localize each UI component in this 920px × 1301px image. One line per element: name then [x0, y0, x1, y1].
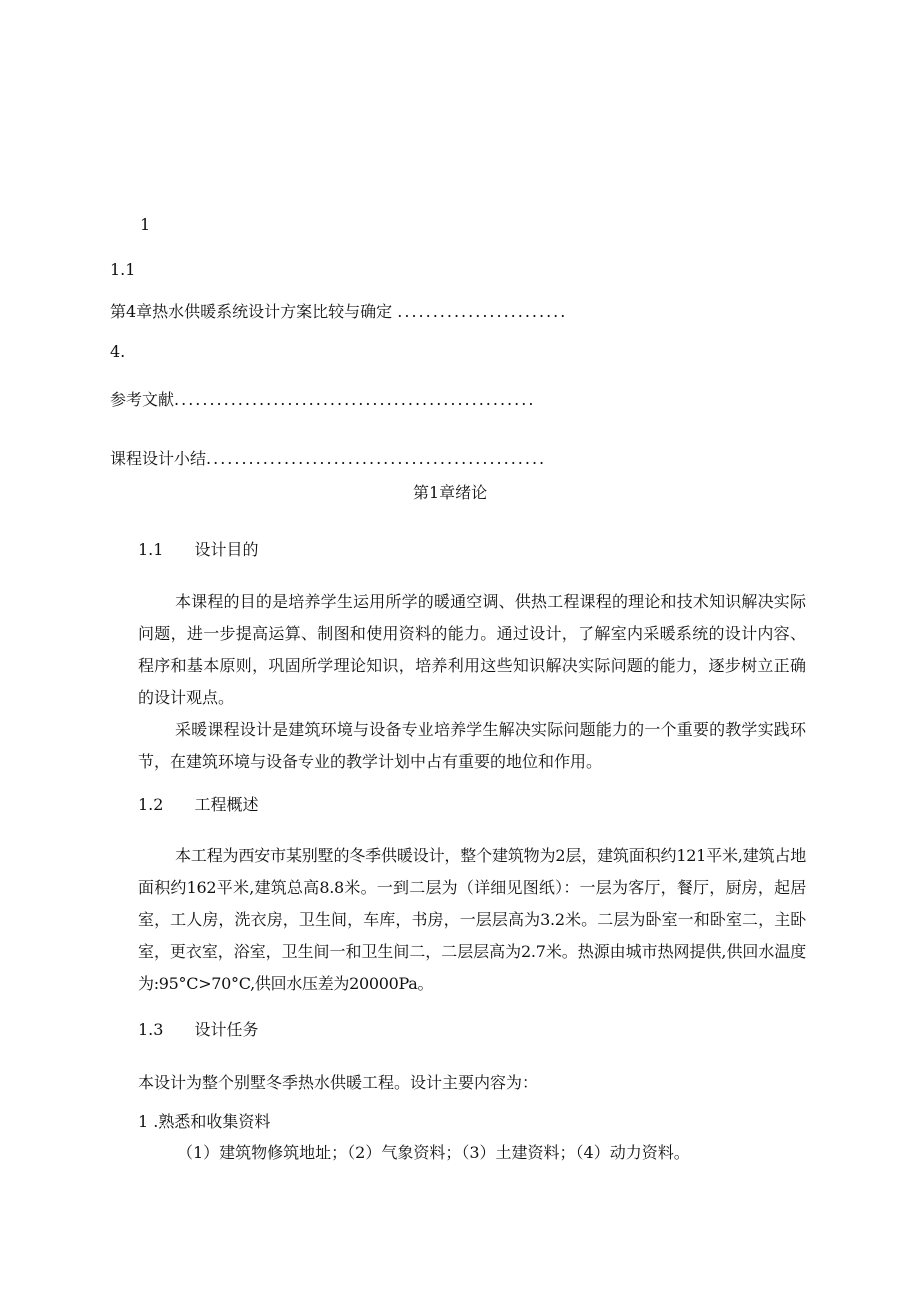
- section-number: 1.3: [138, 1020, 164, 1039]
- toc-line-1-1: 1.1: [110, 260, 136, 279]
- section-heading-1-2: [138, 795, 259, 815]
- chapter-title: 第1章绪论: [413, 483, 488, 502]
- paragraph: 采暖课程设计是建筑环境与设备专业培养学生解决实际问题能力的一个重要的教学实践环节，在建筑环境与设备专业的教学计划中占有重要的地位和作用。: [138, 720, 806, 771]
- toc-entry-label: 第4章热水供暖系统设计方案比较与确定: [110, 302, 393, 321]
- paragraph: 本工程为西安市某别墅的冬季供暖设计，整个建筑物为2层，建筑面积约121平米,建筑占地面积约162平米,建筑总高8.8米。一到二层为（详细见图纸）：一层为客厅，餐厅，厨房，起居室，工人房，洗衣房，卫生间，车库，书房，一层层高为3.2米。二层为卧室一和卧室二，主卧室，更衣室，浴室，卫生间一和卫生间二，二层层高为2.7米。热源由城市热网提供,供回水温度为:95°C>70°C,供回水压差为20000Pa。: [138, 846, 806, 993]
- toc-entry-chapter4[interactable]: [110, 302, 567, 322]
- toc-leader-dots: ........................: [397, 302, 568, 321]
- toc-line-1: 1: [140, 215, 151, 234]
- section-1-2-body: [138, 840, 806, 1000]
- toc-entry-label: 参考文献: [110, 390, 175, 409]
- section-heading-1-1: [138, 540, 259, 560]
- toc-entry-summary[interactable]: [110, 449, 546, 469]
- design-task-item-1-sub: （1）建筑物修筑地址；（2）气象资料；（3）土建资料；（4）动力资料。: [177, 1143, 690, 1162]
- toc-entry-references[interactable]: [110, 390, 535, 410]
- toc-entry-label: 课程设计小结: [110, 449, 207, 468]
- paragraph: 本课程的目的是培养学生运用所学的暖通空调、供热工程课程的理论和技术知识解决实际问题，进一步提高运算、制图和使用资料的能力。通过设计，了解室内采暖系统的设计内容、程序和基本原则，巩固所学理论知识，培养利用这些知识解决实际问题的能力，逐步树立正确的设计观点。: [138, 592, 806, 707]
- section-1-1-body: [138, 586, 806, 778]
- section-title: 工程概述: [194, 795, 259, 814]
- design-task-intro: 本设计为整个别墅冬季热水供暖工程。设计主要内容为：: [138, 1073, 539, 1092]
- section-heading-1-3: [138, 1020, 259, 1040]
- section-number: 1.2: [138, 795, 164, 814]
- section-number: 1.1: [138, 540, 164, 559]
- section-title: 设计目的: [194, 540, 259, 559]
- section-title: 设计任务: [194, 1020, 259, 1039]
- toc-leader-dots: ................................................: [206, 449, 547, 468]
- toc-leader-dots: ...................................................: [174, 390, 536, 409]
- toc-line-4: 4.: [110, 342, 126, 361]
- design-task-item-1: 1 .熟悉和收集资料: [138, 1112, 271, 1131]
